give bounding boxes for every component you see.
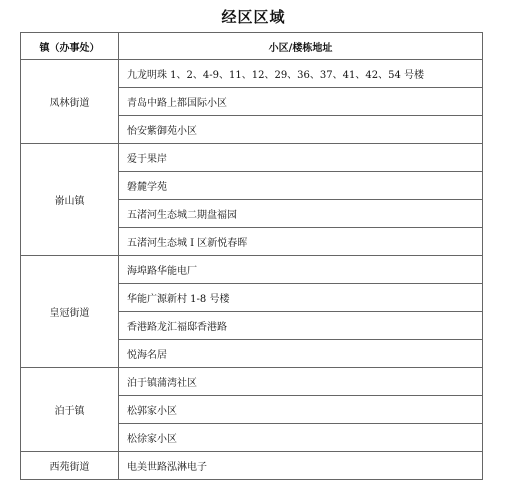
table-row [21,144,483,172]
address-cell: 海埠路华能电厂 [119,256,483,284]
town-cell: 泊于镇 [21,368,119,452]
address-cell: 五渚河生态城二期盘福园 [119,200,483,228]
address-cell: 九龙明珠 1、2、4-9、11、12、29、36、37、41、42、54 号楼 [119,60,483,88]
table-row [21,368,483,396]
address-cell: 香港路龙汇福邸香港路 [119,312,483,340]
address-cell: 松徐家小区 [119,424,483,452]
address-cell: 华能广源新村 1-8 号楼 [119,284,483,312]
town-cell: 西苑街道 [21,452,119,480]
table-row [21,60,483,88]
address-cell: 爱于果岸 [119,144,483,172]
address-column-header: 小区/楼栋地址 [119,33,483,60]
address-cell: 泊于镇蒲湾社区 [119,368,483,396]
table-row [21,256,483,284]
address-cell: 青岛中路上都国际小区 [119,88,483,116]
table-row [21,452,483,480]
page-title: 经区区域 [221,8,286,26]
town-cell: 皇冠街道 [21,256,119,368]
address-cell: 悦海名居 [119,340,483,368]
town-cell: 凤林街道 [21,60,119,144]
address-cell: 磐麓学苑 [119,172,483,200]
district-table [20,32,483,480]
town-column-header: 镇（办事处） [21,33,119,60]
town-cell: 嵛山镇 [21,144,119,256]
table-header-row [21,33,483,60]
address-cell: 五渚河生态城 I 区新悦春晖 [119,228,483,256]
address-cell: 电美世路泓淋电子 [119,452,483,480]
address-cell: 怡安紫御苑小区 [119,116,483,144]
address-cell: 松郭家小区 [119,396,483,424]
